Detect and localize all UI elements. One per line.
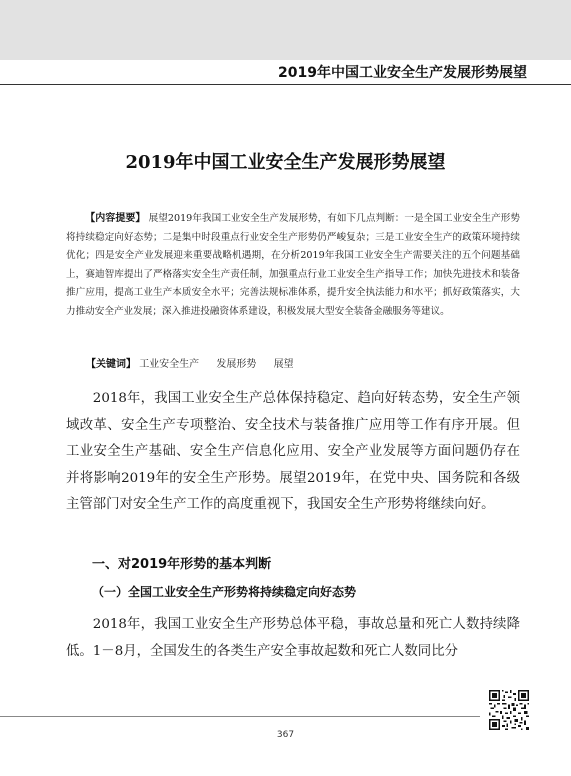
header-rule <box>0 84 571 85</box>
body-paragraph: 2018年，我国工业安全生产总体保持稳定、趋向好转态势，安全生产领域改革、安全生产专项整治、安全技术与装备推广应用等工作有序开展。但工业安全生产基础、安全生产信息化应用、安全产业发展等方面问题仍存在并将影响2019年的安全生产形势。展望2019年，在党中央、国务院和各级主管部门对安全生产工作的高度重视下，我国安全生产形势将继续向好。 <box>66 391 520 512</box>
abstract <box>66 210 520 321</box>
keyword-item: 展望 <box>273 359 294 370</box>
body-paragraph: 2018年，我国工业安全生产形势总体平稳，事故总量和死亡人数持续降低。1－8月，全国发生的各类生产安全事故起数和死亡人数同比分 <box>66 617 520 659</box>
subsection-heading: （一）全国工业安全生产形势将持续稳定向好态势 <box>92 585 357 599</box>
header-band <box>0 0 571 60</box>
abstract-label: 【内容提要】 <box>85 213 146 224</box>
footer-rule <box>0 716 480 717</box>
keywords-label: 【关键词】 <box>86 359 136 370</box>
keyword-item: 发展形势 <box>216 359 257 370</box>
page-number: 367 <box>276 730 295 740</box>
running-head: 2019年中国工业安全生产发展形势展望 <box>278 65 527 81</box>
page-title: 2019年中国工业安全生产发展形势展望 <box>125 152 446 173</box>
keywords <box>66 356 520 374</box>
abstract-text: 展望2019年我国工业安全生产发展形势，有如下几点判断：一是全国工业安全生产形势将持续稳定向好态势；二是集中时段重点行业安全生产形势仍严峻复杂；三是工业安全生产的政策环境持续优化；四是安全产业发展迎来重要战略机遇期，在分析2019年我国工业安全生产需要关注的五个问题基础上，赛迪智库提出了严格落实安全生产责任制，加强重点行业工业安全生产指导工作；加快先进技术和装备推广应用，提高工业生产本质安全水平；完善法规标准体系，提升安全执法能力和水平；抓好政策落实，大力推动安全产业发展；深入推进投融资体系建设，积极发展大型安全装备金融服务等建议。 <box>66 213 521 317</box>
section-heading: 一、对2019年形势的基本判断 <box>92 557 272 572</box>
keyword-item: 工业安全生产 <box>139 359 200 370</box>
qr-code-icon[interactable] <box>489 690 529 730</box>
